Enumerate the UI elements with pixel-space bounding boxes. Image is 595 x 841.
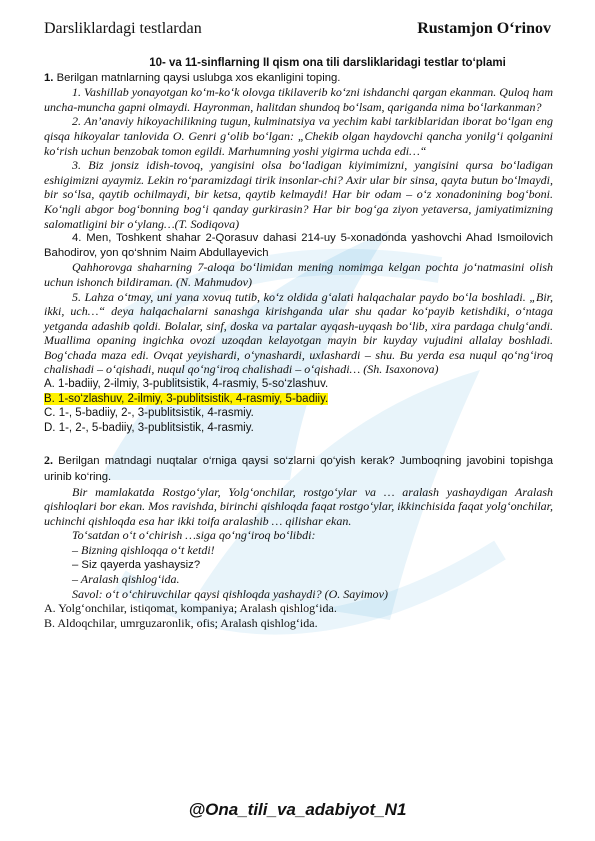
header-left-title: Darsliklardagi testlardan: [44, 20, 202, 37]
q1-text-4: 4. Men, Toshkent shahar 2-Qorasuv dahasi 214-uy 5-xonadonda yashovchi Ahad Ismoilovich Bahodirov, yon qo‘shnim Naim Abdullayevich: [44, 232, 553, 259]
q2-dialogue-2: – Siz qayerda yashaysiz?: [72, 558, 201, 571]
question-2-number: 2.: [44, 453, 53, 468]
q2-option-a: A. Yolg‘onchilar, istiqomat, kompaniya; Aralash qishlog‘ida.: [44, 601, 337, 616]
footer-channel-handle: @Ona_tili_va_adabiyot_N1: [188, 800, 407, 819]
q1-text-2: 2. An’anaviy hikoyachilikning tugun, kulminatsiya va yechim kabi tarkiblaridan iborat bo‘lgan eng qisqa hikoyalar tanlovida O. Genri g‘olib bo‘lgan: „Chekib olgan haydovchi qancha yonilg‘i qolganini ko‘rish uchun benzobak tomon egildi. Marhumning yoshi yigirma uchda edi…“: [44, 114, 553, 158]
q1-option-d: D. 1-, 2-, 5-badiiy, 3-publitsistik, 4-rasmiy.: [44, 421, 254, 434]
q2-text-1: Bir mamlakatda Rostgo‘ylar, Yolg‘onchilar, rostgo‘ylar va … aralash yashaydigan Aralash qishloqlari bor ekan. Mos ravishda, birinchi qishloqda faqat rostgo‘ylar, ikkinchisida faqat yolg‘onchilar, uchinchi qishloqda esa har ikki toifa aralashib … qilishar ekan.: [44, 484, 553, 528]
q1-option-b-highlighted: B. 1-so‘zlashuv, 2-ilmiy, 3-publitsistik, 4-rasmiy, 5-badiiy.: [44, 392, 329, 405]
page-header: [44, 20, 551, 42]
document-title: 10- va 11-sinflarning II qism ona tili darsliklaridagi testlar to‘plami: [149, 57, 506, 69]
q1-option-b: [44, 392, 553, 407]
q2-dialogue-3: – Aralash qishlog‘ida.: [72, 572, 180, 587]
q2-dialogue-1: – Bizning qishloqqa o‘t ketdi!: [72, 543, 215, 557]
q2-question-text: Savol: o‘t o‘chiruvchilar qaysi qishloqda yashaydi? (O. Sayimov): [72, 586, 388, 601]
question-1-text: Berilgan matnlarning qaysi uslubga xos ekanligini toping.: [56, 71, 341, 84]
header-author: Rustamjon O‘rinov: [417, 20, 551, 37]
q1-text-5: 5. Lahza o‘tmay, uni yana xovuq tutib, ko‘z oldida g‘alati halqachalar paydo bo‘la boshladi. „Bir, ikki, uch…“ deya halqachalarni sanashga kirishganda ular shu qadar ko‘payib ketishdiki, o‘ntaga yetganda adashib qoldi. Bolalar, sinf, doska va partalar ayqash-uyqash bo‘lib, xira pardaga chulg‘andi. Muallima opaning ingichka ovozi uzoqdan kelayotgan mayin bir kuyday vujudini allalay boshladi. Bog‘chada maza edi. Ovqat yeyishardi, o‘ynashardi, uxlashardi – shu. Bu yerda esa nuqul qo‘ng‘iroq chalishadi – o‘qishadi, nuqul qo‘ng‘iroq chalishadi – o‘qishadi… (Sh. Isaxonova): [44, 289, 553, 377]
q1-option-a: A. 1-badiiy, 2-ilmiy, 3-publitsistik, 4-rasmiy, 5-so‘zlashuv.: [44, 378, 329, 391]
question-2-text: Berilgan matndagi nuqtalar o‘rniga qaysi so‘zlarni qo‘yish kerak? Jumboqning javobini topishga urinib ko‘ring.: [44, 455, 553, 484]
q1-text-3: 3. Biz jonsiz idish-tovoq, yangisini olsa bo‘ladigan kiyimimizni, yangisini qursa bo‘ladigan eshigimizni ayaymiz. Lekin ro‘paramizdagi tirik insonlar-chi? Axir ular bir sinsa, qayta butun bo‘lmaydi, bir so‘lsa, qaytib ochilmaydi, bir ketsa, qaytib kelmaydi! Har bir odam – o‘z xonadonining bog‘boni. Ko‘ngli abgor bog‘bonning bog‘i qanday gurkirasin? Har bir bog‘ga ziyon yetaversa, jamiyatimizning salomatligini bir o‘ylang…(T. Sodiqova): [44, 158, 553, 231]
q1-text-4-continued: Qahhorovga shaharning 7-aloqa bo‘limidan mening nomimga kelgan pochta jo‘natmasini olish uchun ishonch bildiraman. (N. Mahmudov): [44, 260, 553, 289]
section-gap: [44, 435, 553, 453]
question-2: [44, 453, 553, 484]
question-1: [44, 71, 553, 86]
question-1-number: 1.: [44, 71, 54, 84]
content-area: [44, 56, 553, 631]
q2-option-b: B. Aldoqchilar, umrguzaronlik, ofis; Aralash qishlog‘ida.: [44, 615, 318, 630]
q1-text-1: 1. Vashillab yonayotgan ko‘m-ko‘k olovga tikilaverib ko‘zni ishdanchi qargan ekanman. Quloq ham uncha-muncha gapni olmaydi. Hayronman, halitdan shundoq bo‘lsam, qariganda nima bo‘larkanman?: [44, 85, 553, 114]
q1-option-c: C. 1-, 5-badiiy, 2-, 3-publitsistik, 4-rasmiy.: [44, 407, 254, 420]
q2-text-2: To‘satdan o‘t o‘chirish …siga qo‘ng‘iroq bo‘libdi:: [72, 528, 316, 543]
